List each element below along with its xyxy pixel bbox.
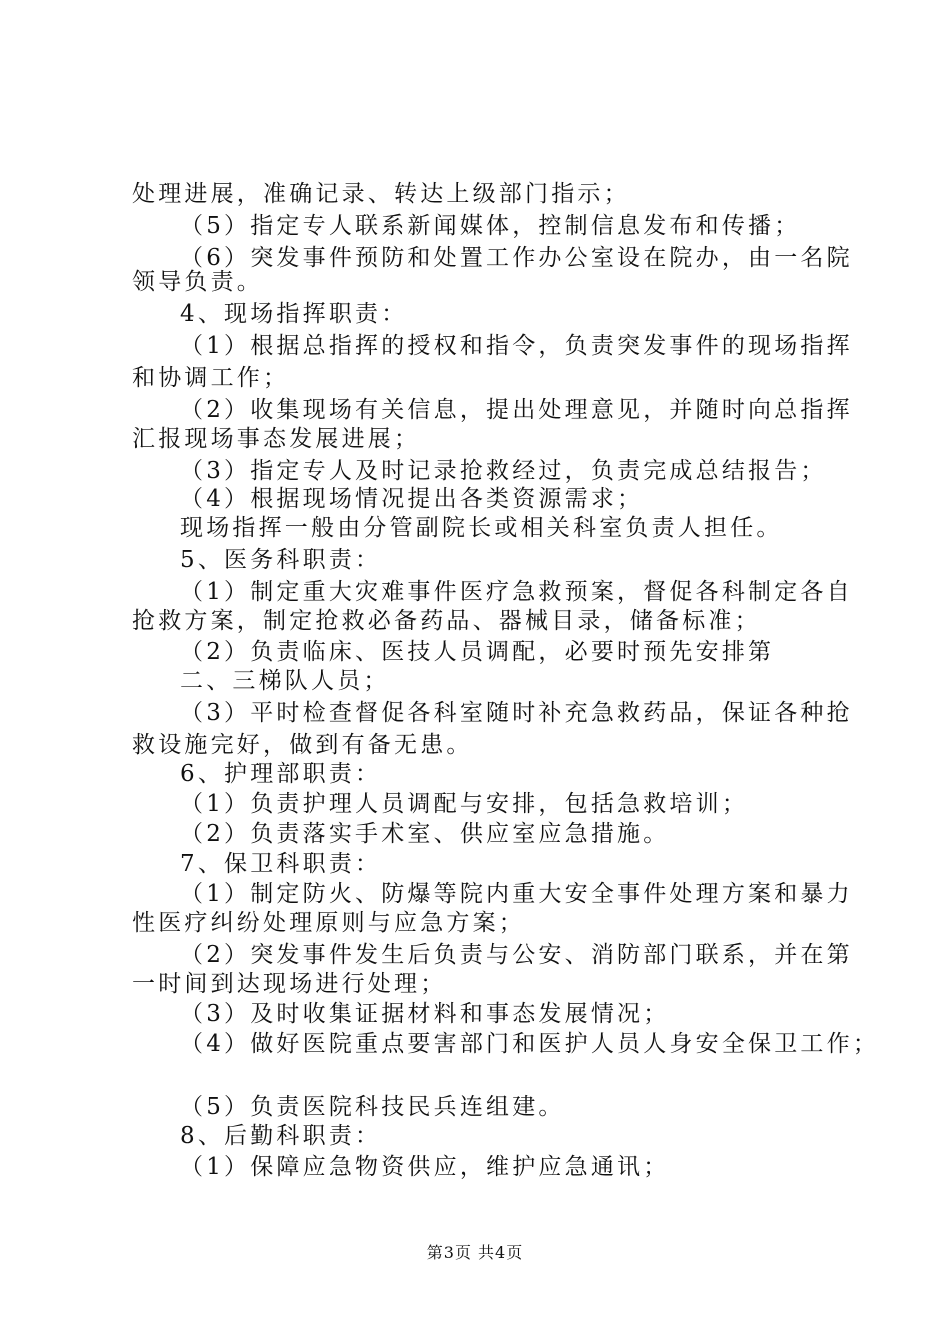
section-heading: 8、后勤科职责： (180, 1123, 382, 1149)
body-text-line: （2）收集现场有关信息，提出处理意见，并随时向总指挥 (180, 397, 853, 423)
body-text-line: 抢救方案，制定抢救必备药品、器械目录，储备标准； (132, 608, 761, 634)
page-number-footer: 第3页 共4页 (426, 1243, 524, 1262)
body-text-line: 和协调工作； (132, 365, 290, 391)
body-text-line: （3）平时检查督促各科室随时补充急救药品，保证各种抢 (180, 700, 853, 726)
body-text-line: 救设施完好，做到有备无患。 (132, 732, 473, 758)
body-text-line: （1）负责护理人员调配与安排，包括急救培训； (180, 791, 749, 817)
section-heading: 6、护理部职责： (180, 761, 382, 787)
body-text-line: （3）及时收集证据材料和事态发展情况； (180, 1001, 670, 1027)
body-text-line: （3）指定专人及时记录抢救经过，负责完成总结报告； (180, 458, 827, 484)
body-text-line: （1）制定重大灾难事件医疗急救预案，督促各科制定各自 (180, 579, 853, 605)
section-heading: 4、现场指挥职责： (180, 301, 408, 327)
body-text-line: （4）做好医院重点要害部门和医护人员人身安全保卫工作； (180, 1031, 880, 1057)
body-text-line: 汇报现场事态发展进展； (132, 426, 421, 452)
body-text-line: （5）负责医院科技民兵连组建。 (180, 1094, 565, 1120)
body-text-line: （2）突发事件发生后负责与公安、消防部门联系，并在第 (180, 942, 853, 968)
body-text-line: （2）负责临床、医技人员调配，必要时预先安排第 (180, 639, 775, 665)
body-text-line: （1）制定防火、防爆等院内重大安全事件处理方案和暴力 (180, 881, 853, 907)
body-text-line: 性医疗纠纷处理原则与应急方案； (132, 910, 525, 936)
body-text-line: （1）保障应急物资供应，维护应急通讯； (180, 1154, 670, 1180)
body-text-line: （4）根据现场情况提出各类资源需求； (180, 486, 644, 512)
body-text-line: （5）指定专人联系新闻媒体，控制信息发布和传播； (180, 213, 801, 239)
body-text-line: （1）根据总指挥的授权和指令，负责突发事件的现场指挥 (180, 333, 853, 359)
section-heading: 7、保卫科职责： (180, 851, 382, 877)
body-text-line: 处理进展，准确记录、转达上级部门指示； (132, 181, 630, 207)
body-text-line: （2）负责落实手术室、供应室应急措施。 (180, 821, 670, 847)
body-text-line: 二、三梯队人员； (180, 668, 390, 694)
section-heading: 5、医务科职责： (180, 547, 382, 573)
body-text-line: 现场指挥一般由分管副院长或相关科室负责人担任。 (180, 515, 783, 541)
body-text-line: 一时间到达现场进行处理； (132, 971, 447, 997)
body-text-line: 领导负责。 (132, 269, 263, 295)
body-text-line: （6）突发事件预防和处置工作办公室设在院办，由一名院 (180, 245, 853, 271)
